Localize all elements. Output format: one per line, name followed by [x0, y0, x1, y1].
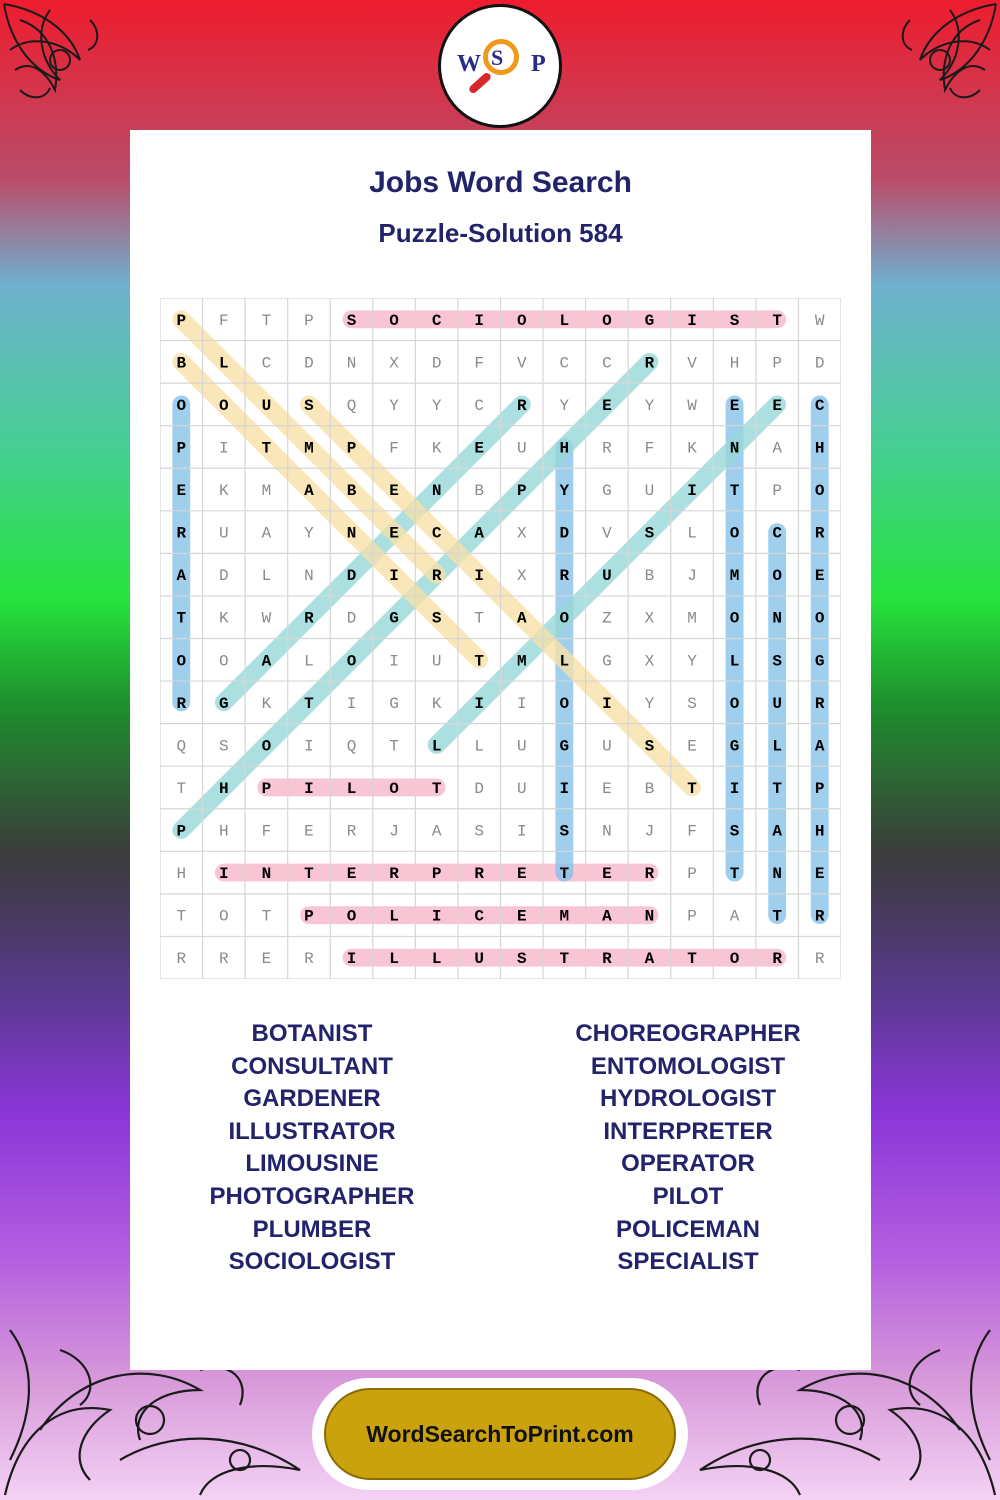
- grid-letter: R: [516, 396, 527, 415]
- grid-letter: X: [516, 567, 527, 586]
- word-search-grid: [160, 298, 841, 979]
- grid-letter: R: [219, 950, 229, 969]
- grid-letter: E: [389, 524, 399, 543]
- grid-letter: Y: [559, 396, 570, 415]
- grid-letter: O: [729, 950, 740, 969]
- grid-letter: S: [559, 822, 570, 841]
- grid-letter: C: [474, 396, 485, 415]
- grid-letter: V: [602, 524, 612, 543]
- grid-letter: O: [219, 396, 229, 415]
- grid-letter: R: [176, 950, 187, 969]
- grid-letter: U: [219, 524, 229, 543]
- grid-letter: L: [474, 737, 485, 756]
- grid-letter: C: [431, 311, 442, 330]
- grid-letter: F: [261, 822, 272, 841]
- grid-letter: P: [687, 907, 697, 926]
- grid-letter: R: [304, 609, 314, 628]
- grid-letter: O: [219, 652, 229, 671]
- grid-letter: I: [219, 439, 229, 458]
- site-logo[interactable]: [438, 4, 562, 128]
- grid-letter: P: [304, 311, 314, 330]
- grid-letter: P: [304, 907, 314, 926]
- grid-letter: A: [516, 609, 527, 628]
- grid-letter: P: [431, 865, 442, 884]
- puzzle-subtitle: Puzzle-Solution 584: [378, 218, 623, 248]
- grid-letter: O: [729, 609, 740, 628]
- grid-letter: D: [346, 609, 357, 628]
- grid-letter: K: [431, 694, 442, 713]
- grid-letter: A: [261, 524, 272, 543]
- grid-letter: U: [474, 950, 485, 969]
- grid-letter: L: [729, 652, 740, 671]
- grid-letter: I: [474, 311, 485, 330]
- grid-letter: A: [474, 524, 485, 543]
- page-title: Jobs Word Search: [369, 166, 632, 199]
- grid-letter: M: [729, 567, 740, 586]
- grid-letter: L: [559, 652, 570, 671]
- grid-letter: S: [346, 311, 357, 330]
- grid-letter: N: [644, 907, 655, 926]
- logo-letter-p: P: [531, 51, 546, 77]
- website-link[interactable]: WordSearchToPrint.com: [324, 1388, 676, 1480]
- grid-letter: E: [814, 567, 825, 586]
- grid-letter: F: [687, 822, 697, 841]
- grid-letter: O: [602, 311, 612, 330]
- grid-letter: T: [559, 865, 570, 884]
- word-list-item: SPECIALIST: [617, 1248, 759, 1276]
- grid-letter: J: [644, 822, 655, 841]
- grid-letter: P: [346, 439, 357, 458]
- grid-letter: X: [644, 609, 655, 628]
- grid-letter: H: [219, 779, 229, 798]
- grid-letter: A: [772, 439, 782, 458]
- grid-letter: Y: [389, 396, 399, 415]
- grid-letter: K: [261, 694, 272, 713]
- grid-letter: C: [602, 354, 612, 373]
- grid-letter: L: [219, 354, 229, 373]
- grid-letter: M: [516, 652, 527, 671]
- grid-letter: O: [176, 652, 187, 671]
- grid-letter: O: [772, 567, 782, 586]
- grid-letter: W: [814, 311, 825, 330]
- grid-letter: D: [559, 524, 570, 543]
- logo-letter-w: W: [457, 51, 481, 77]
- grid-letter: E: [304, 822, 314, 841]
- grid-letter: N: [346, 524, 357, 543]
- grid-letter: T: [176, 907, 187, 926]
- grid-letter: I: [346, 694, 357, 713]
- grid-letter: H: [219, 822, 229, 841]
- grid-letter: L: [687, 524, 697, 543]
- grid-letter: O: [389, 779, 399, 798]
- grid-letter: G: [644, 311, 655, 330]
- grid-letter: R: [814, 907, 825, 926]
- grid-letter: S: [219, 737, 229, 756]
- grid-letter: G: [219, 694, 229, 713]
- grid-letter: T: [772, 779, 782, 798]
- grid-letter: T: [304, 865, 314, 884]
- grid-letter: U: [516, 779, 527, 798]
- grid-letter: R: [602, 439, 612, 458]
- grid-letter: T: [261, 907, 272, 926]
- grid-letter: X: [516, 524, 527, 543]
- grid-letter: R: [304, 950, 314, 969]
- grid-letter: T: [729, 482, 740, 501]
- grid-letter: A: [176, 567, 187, 586]
- grid-letter: B: [644, 567, 655, 586]
- grid-letter: I: [516, 694, 527, 713]
- grid-letter: J: [389, 822, 399, 841]
- word-list-item: CHOREOGRAPHER: [575, 1020, 801, 1047]
- grid-letter: Y: [644, 396, 655, 415]
- grid-letter: O: [729, 694, 740, 713]
- grid-letter: P: [772, 482, 782, 501]
- grid-letter: M: [304, 439, 314, 458]
- grid-letter: A: [772, 822, 782, 841]
- grid-letter: R: [431, 567, 442, 586]
- grid-letter: E: [687, 737, 697, 756]
- grid-letter: Q: [176, 737, 187, 756]
- grid-letter: S: [729, 822, 740, 841]
- grid-letter: A: [729, 907, 740, 926]
- grid-letter: N: [346, 354, 357, 373]
- grid-letter: L: [559, 311, 570, 330]
- corner-ornament-icon: [860, 0, 1000, 140]
- word-list-item: POLICEMAN: [616, 1215, 760, 1243]
- grid-letter: R: [176, 694, 187, 713]
- grid-letter: D: [474, 779, 485, 798]
- grid-letter: I: [219, 865, 229, 884]
- corner-ornament-icon: [0, 0, 140, 140]
- grid-letter: A: [304, 482, 314, 501]
- grid-letter: S: [729, 311, 740, 330]
- grid-letter: T: [729, 865, 740, 884]
- grid-letter: I: [559, 779, 570, 798]
- grid-letter: I: [304, 737, 314, 756]
- grid-letter: M: [559, 907, 570, 926]
- grid-letter: G: [729, 737, 740, 756]
- grid-letter: S: [644, 737, 655, 756]
- grid-letter: C: [431, 524, 442, 543]
- grid-letter: E: [346, 865, 357, 884]
- grid-letter: G: [559, 737, 570, 756]
- grid-letter: E: [516, 865, 527, 884]
- grid-letter: O: [729, 524, 740, 543]
- grid-letter: I: [389, 652, 399, 671]
- grid-letter: G: [602, 482, 612, 501]
- grid-letter: N: [304, 567, 314, 586]
- grid-letter: P: [814, 779, 825, 798]
- grid-letter: D: [346, 567, 357, 586]
- grid-letter: B: [474, 482, 485, 501]
- grid-letter: W: [261, 609, 272, 628]
- grid-letter: T: [474, 609, 485, 628]
- grid-letter: X: [389, 354, 399, 373]
- grid-letter: U: [644, 482, 655, 501]
- word-list-item: HYDROLOGIST: [599, 1085, 776, 1113]
- grid-letter: L: [772, 737, 782, 756]
- grid-letter: L: [261, 567, 272, 586]
- grid-letter: E: [602, 865, 612, 884]
- grid-letter: E: [602, 779, 612, 798]
- grid-letter: C: [814, 396, 825, 415]
- grid-letter: N: [772, 865, 782, 884]
- grid-letter: N: [772, 609, 782, 628]
- grid-letter: R: [602, 950, 612, 969]
- grid-letter: E: [814, 865, 825, 884]
- grid-letter: E: [602, 396, 612, 415]
- puzzle-card: [130, 130, 871, 1370]
- grid-letter: O: [559, 694, 570, 713]
- grid-letter: S: [431, 609, 442, 628]
- grid-letter: O: [559, 609, 570, 628]
- grid-letter: T: [304, 694, 314, 713]
- grid-letter: P: [261, 779, 272, 798]
- grid-letter: K: [687, 439, 697, 458]
- grid-letter: A: [261, 652, 272, 671]
- grid-letter: O: [219, 907, 229, 926]
- grid-letter: O: [389, 311, 399, 330]
- grid-letter: K: [219, 482, 229, 501]
- grid-letter: A: [644, 950, 655, 969]
- grid-letter: R: [644, 354, 655, 373]
- grid-letter: W: [687, 396, 697, 415]
- grid-letter: T: [772, 311, 782, 330]
- grid-letter: F: [644, 439, 655, 458]
- word-list-item: BOTANIST: [251, 1020, 373, 1047]
- grid-letter: U: [772, 694, 782, 713]
- grid-letter: D: [304, 354, 314, 373]
- grid-letter: R: [474, 865, 485, 884]
- grid-letter: I: [516, 822, 527, 841]
- grid-letter: P: [176, 822, 187, 841]
- grid-letter: Y: [559, 482, 570, 501]
- grid-letter: P: [176, 311, 187, 330]
- grid-letter: P: [516, 482, 527, 501]
- word-list-item: PLUMBER: [252, 1215, 372, 1243]
- grid-letter: Y: [431, 396, 442, 415]
- grid-letter: U: [516, 737, 527, 756]
- grid-letter: B: [346, 482, 357, 501]
- grid-letter: G: [602, 652, 612, 671]
- grid-letter: P: [176, 439, 187, 458]
- grid-letter: I: [729, 779, 740, 798]
- grid-letter: S: [474, 822, 485, 841]
- grid-letter: E: [516, 907, 527, 926]
- grid-letter: E: [772, 396, 782, 415]
- word-list-item: CONSULTANT: [231, 1052, 393, 1080]
- grid-letter: T: [261, 439, 272, 458]
- grid-letter: R: [176, 524, 187, 543]
- grid-letter: C: [261, 354, 272, 373]
- grid-letter: G: [389, 694, 399, 713]
- grid-letter: J: [687, 567, 697, 586]
- grid-letter: R: [772, 950, 782, 969]
- grid-letter: H: [814, 822, 825, 841]
- grid-letter: G: [389, 609, 399, 628]
- grid-letter: N: [431, 482, 442, 501]
- grid-letter: R: [346, 822, 357, 841]
- grid-letter: H: [814, 439, 825, 458]
- grid-letter: O: [176, 396, 187, 415]
- word-list-item: INTERPRETER: [603, 1117, 773, 1145]
- grid-letter: A: [602, 907, 612, 926]
- word-list-item: OPERATOR: [621, 1150, 755, 1178]
- word-list-item: LIMOUSINE: [245, 1150, 379, 1178]
- grid-letter: T: [772, 907, 782, 926]
- grid-letter: U: [516, 439, 527, 458]
- grid-letter: I: [389, 567, 399, 586]
- grid-letter: I: [687, 482, 697, 501]
- grid-letter: I: [687, 311, 697, 330]
- grid-letter: I: [474, 694, 485, 713]
- grid-letter: S: [304, 396, 314, 415]
- grid-letter: E: [389, 482, 399, 501]
- grid-letter: R: [814, 694, 825, 713]
- grid-letter: O: [814, 482, 825, 501]
- grid-letter: L: [389, 907, 399, 926]
- grid-letter: T: [687, 779, 697, 798]
- grid-letter: D: [431, 354, 442, 373]
- grid-letter: U: [431, 652, 442, 671]
- grid-letter: G: [814, 652, 825, 671]
- grid-letter: K: [431, 439, 442, 458]
- grid-letter: P: [772, 354, 782, 373]
- grid-letter: F: [389, 439, 399, 458]
- grid-letter: H: [176, 865, 187, 884]
- grid-letter: O: [814, 609, 825, 628]
- grid-letter: U: [602, 567, 612, 586]
- grid-letter: E: [261, 950, 272, 969]
- word-list-item: PHOTOGRAPHER: [209, 1182, 415, 1210]
- grid-letter: F: [474, 354, 485, 373]
- grid-letter: H: [559, 439, 570, 458]
- grid-letter: N: [261, 865, 272, 884]
- grid-letter: O: [346, 907, 357, 926]
- grid-letter: L: [304, 652, 314, 671]
- grid-letter: I: [474, 567, 485, 586]
- grid-letter: E: [176, 482, 187, 501]
- grid-letter: S: [772, 652, 782, 671]
- grid-letter: T: [474, 652, 485, 671]
- grid-letter: L: [431, 737, 442, 756]
- grid-letter: Q: [346, 396, 357, 415]
- grid-letter: L: [431, 950, 442, 969]
- grid-letter: I: [431, 907, 442, 926]
- grid-letter: T: [176, 779, 187, 798]
- word-list-item: ENTOMOLOGIST: [590, 1052, 786, 1080]
- word-list-right: [538, 1018, 838, 1279]
- grid-letter: L: [389, 950, 399, 969]
- word-list-item: PILOT: [652, 1182, 724, 1210]
- grid-letter: T: [687, 950, 697, 969]
- grid-letter: C: [559, 354, 570, 373]
- grid-letter: S: [687, 694, 697, 713]
- word-list-left: [162, 1018, 462, 1279]
- grid-letter: Q: [346, 737, 357, 756]
- grid-letter: T: [389, 737, 399, 756]
- grid-letter: R: [644, 865, 655, 884]
- grid-letter: L: [346, 779, 357, 798]
- grid-letter: C: [474, 907, 485, 926]
- grid-letter: R: [814, 950, 825, 969]
- grid-letter: U: [602, 737, 612, 756]
- grid-letter: V: [687, 354, 697, 373]
- grid-letter: R: [559, 567, 570, 586]
- grid-letter: R: [389, 865, 399, 884]
- grid-letter: Z: [602, 609, 612, 628]
- grid-letter: N: [729, 439, 740, 458]
- grid-letter: K: [219, 609, 229, 628]
- grid-letter: M: [687, 609, 697, 628]
- grid-letter: N: [602, 822, 612, 841]
- word-list-item: GARDENER: [243, 1085, 381, 1113]
- grid-letter: I: [346, 950, 357, 969]
- grid-letter: E: [474, 439, 485, 458]
- grid-letter: I: [304, 779, 314, 798]
- grid-letter: I: [602, 694, 612, 713]
- grid-letter: B: [176, 354, 187, 373]
- grid-letter: S: [516, 950, 527, 969]
- grid-letter: T: [431, 779, 442, 798]
- grid-letter: T: [559, 950, 570, 969]
- grid-letter: U: [261, 396, 272, 415]
- grid-letter: Y: [304, 524, 314, 543]
- grid-letter: H: [729, 354, 740, 373]
- grid-letter: P: [687, 865, 697, 884]
- grid-letter: D: [219, 567, 229, 586]
- grid-letter: E: [729, 396, 740, 415]
- grid-letter: V: [516, 354, 527, 373]
- word-list-item: ILLUSTRATOR: [228, 1117, 396, 1145]
- grid-letter: X: [644, 652, 655, 671]
- grid-letter: R: [814, 524, 825, 543]
- grid-letter: Y: [644, 694, 655, 713]
- grid-letter: C: [772, 524, 782, 543]
- logo-letter-s: S: [491, 45, 504, 70]
- grid-letter: M: [261, 482, 272, 501]
- grid-letter: D: [814, 354, 825, 373]
- grid-letter: S: [644, 524, 655, 543]
- grid-letter: F: [219, 311, 229, 330]
- grid-letter: O: [346, 652, 357, 671]
- grid-letter: O: [261, 737, 272, 756]
- grid-letter: A: [431, 822, 442, 841]
- grid-letter: T: [176, 609, 187, 628]
- grid-letter: Y: [687, 652, 697, 671]
- grid-letter: A: [814, 737, 825, 756]
- word-list-item: SOCIOLOGIST: [228, 1248, 396, 1276]
- grid-letter: O: [516, 311, 527, 330]
- grid-letter: B: [644, 779, 655, 798]
- grid-letter: T: [261, 311, 272, 330]
